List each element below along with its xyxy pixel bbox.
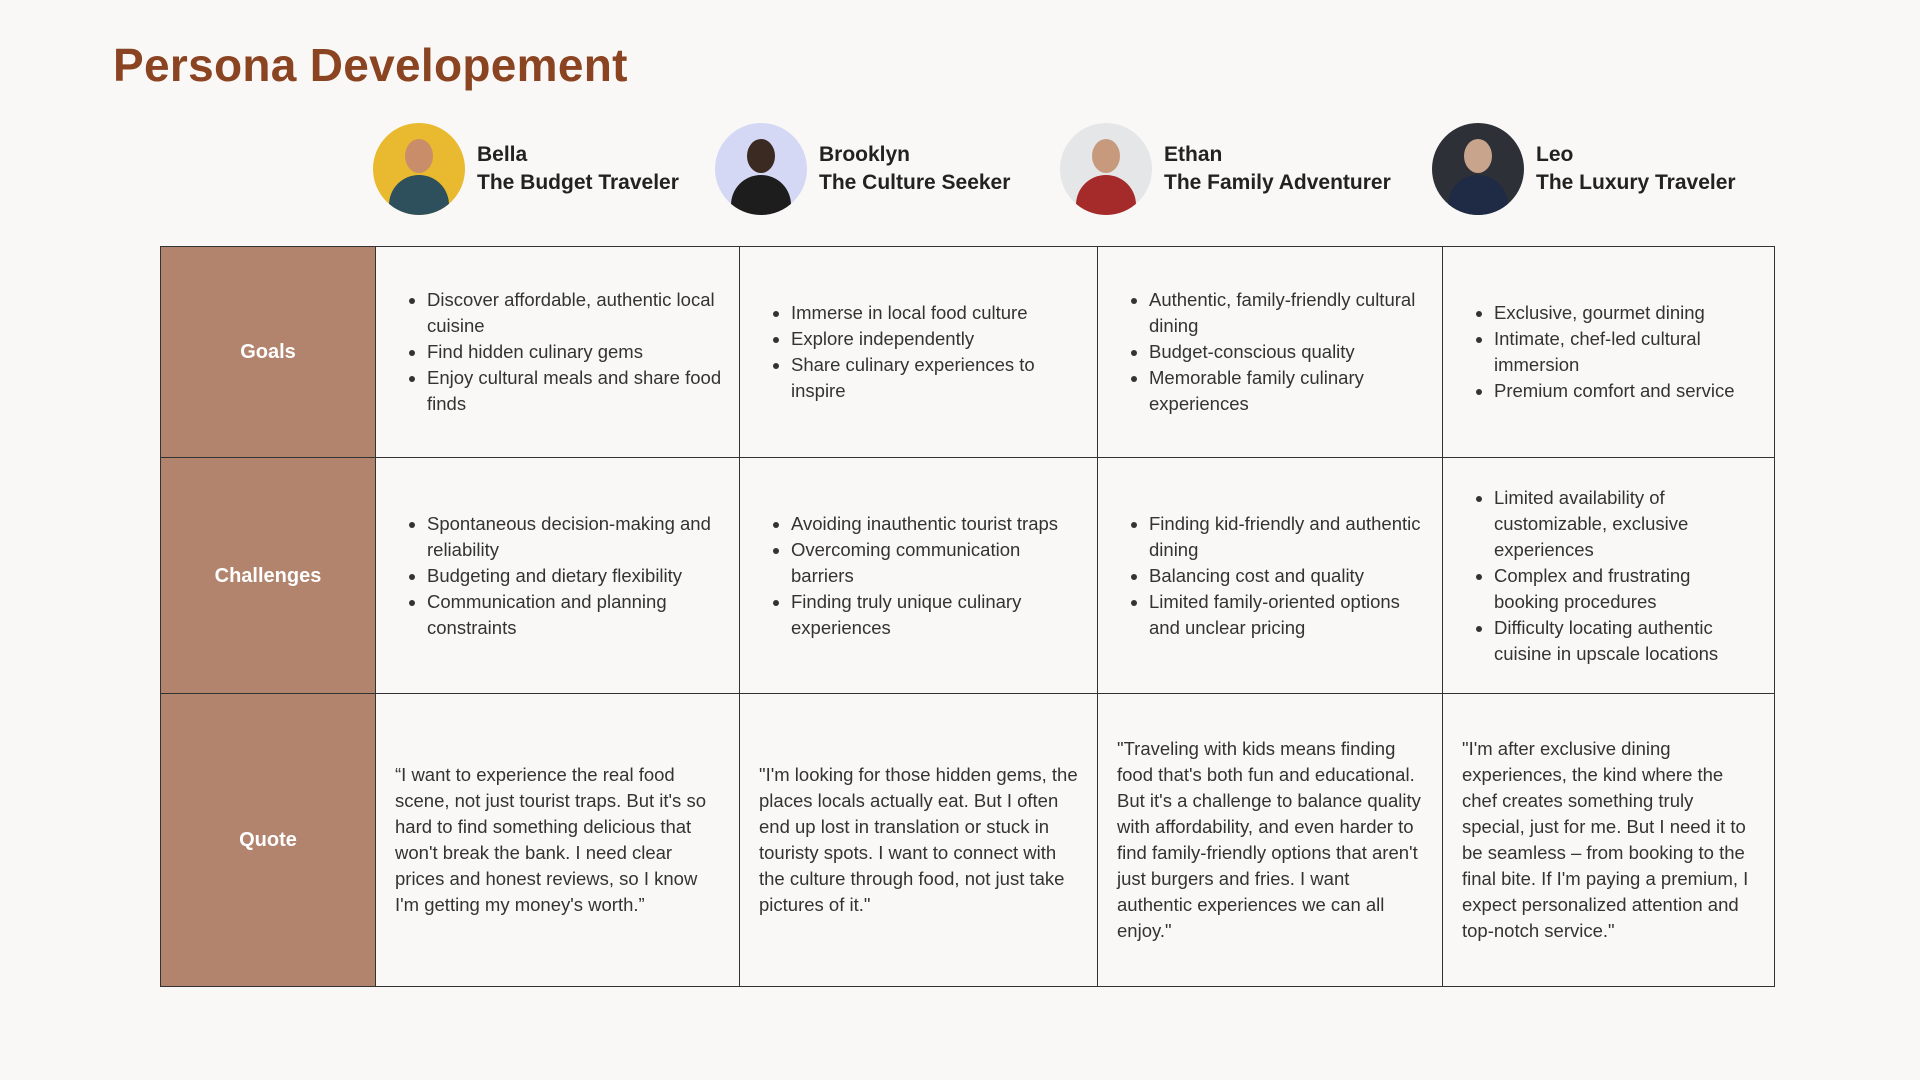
challenges-label: Challenges (161, 458, 376, 694)
persona-leo (1432, 123, 1736, 215)
list-item: • Memorable family culinary experiences (1149, 365, 1427, 417)
goals-cell (740, 247, 1098, 458)
list-item: • Enjoy cultural meals and share food finds (427, 365, 724, 417)
list-item: • Budget-conscious quality (1149, 339, 1427, 365)
list-item: • Authentic, family-friendly cultural dining (1149, 287, 1427, 339)
challenges-cell (376, 458, 740, 694)
persona-quote: "I'm looking for those hidden gems, the places locals actually eat. But I often end up lost in translation or stuck in touristy spots. I want to connect with the culture through food, not just take pictures of it." (759, 764, 1078, 915)
list-item: • Budgeting and dietary flexibility (427, 563, 724, 589)
goals-cell (1443, 247, 1775, 458)
avatar (1060, 123, 1152, 215)
list-item: • Share culinary experiences to inspire (791, 352, 1082, 404)
persona-table (160, 246, 1775, 987)
goals-cell (376, 247, 740, 458)
avatar (715, 123, 807, 215)
challenges-list (1444, 485, 1773, 667)
list-item: • Overcoming communication barriers (791, 537, 1082, 589)
list-item: • Intimate, chef-led cultural immersion (1494, 326, 1759, 378)
list-item: • Find hidden culinary gems (427, 339, 724, 365)
list-item: • Limited availability of customizable, exclusive experiences (1494, 485, 1759, 563)
persona-quote: “I want to experience the real food scene, not just tourist traps. But it's so hard to find something delicious that won't break the bank. I need clear prices and honest reviews, so I know I'm getting my money's worth.” (395, 764, 706, 915)
persona-role: The Family Adventurer (1164, 171, 1391, 194)
list-item: • Spontaneous decision-making and reliability (427, 511, 724, 563)
list-item: • Limited family-oriented options and unclear pricing (1149, 589, 1427, 641)
goals-list (377, 287, 738, 417)
goals-list (1444, 300, 1773, 404)
list-item: • Immerse in local food culture (791, 300, 1082, 326)
challenges-list (741, 511, 1096, 641)
list-item: • Premium comfort and service (1494, 378, 1759, 404)
avatar (1432, 123, 1524, 215)
persona-ethan (1060, 123, 1391, 215)
list-item: • Balancing cost and quality (1149, 563, 1427, 589)
persona-name: Ethan (1164, 143, 1223, 166)
list-item: • Exclusive, gourmet dining (1494, 300, 1759, 326)
list-item: • Difficulty locating authentic cuisine in upscale locations (1494, 615, 1759, 667)
persona-role: The Luxury Traveler (1536, 171, 1736, 194)
list-item: • Communication and planning constraints (427, 589, 724, 641)
persona-brooklyn (715, 123, 1010, 215)
list-item: • Avoiding inauthentic tourist traps (791, 511, 1082, 537)
challenges-list (1099, 511, 1441, 641)
list-item: • Complex and frustrating booking procedures (1494, 563, 1759, 615)
avatar (373, 123, 465, 215)
goals-list (741, 300, 1096, 404)
persona-quote: "I'm after exclusive dining experiences, the kind where the chef creates something truly special, just for me. But I need it to be seamless – from booking to the final bite. If I'm paying a premium, I expect personalized attention and top-notch service." (1462, 738, 1749, 941)
challenges-cell (740, 458, 1098, 694)
challenges-cell (1443, 458, 1775, 694)
challenges-row (161, 458, 1775, 694)
quote-label: Quote (161, 694, 376, 987)
persona-role: The Culture Seeker (819, 171, 1011, 194)
persona-role: The Budget Traveler (477, 171, 679, 194)
persona-name: Brooklyn (819, 143, 911, 166)
quote-cell (740, 694, 1098, 987)
persona-name: Bella (477, 143, 528, 166)
quote-cell (1098, 694, 1443, 987)
persona-bella (373, 123, 679, 215)
list-item: • Discover affordable, authentic local cuisine (427, 287, 724, 339)
challenges-list (377, 511, 738, 641)
goals-row (161, 247, 1775, 458)
challenges-cell (1098, 458, 1443, 694)
goals-cell (1098, 247, 1443, 458)
quote-cell (376, 694, 740, 987)
goals-label: Goals (161, 247, 376, 458)
goals-list (1099, 287, 1441, 417)
persona-quote: "Traveling with kids means finding food that's both fun and educational. But it's a challenge to balance quality with affordability, and even harder to find family-friendly options that aren't just burgers and fries. I want authentic experiences we can all enjoy." (1117, 738, 1421, 941)
list-item: • Finding truly unique culinary experiences (791, 589, 1082, 641)
list-item: • Finding kid-friendly and authentic dining (1149, 511, 1427, 563)
persona-name: Leo (1536, 143, 1574, 166)
list-item: • Explore independently (791, 326, 1082, 352)
page-title: Persona Developement (113, 39, 628, 91)
quote-row (161, 694, 1775, 987)
quote-cell (1443, 694, 1775, 987)
